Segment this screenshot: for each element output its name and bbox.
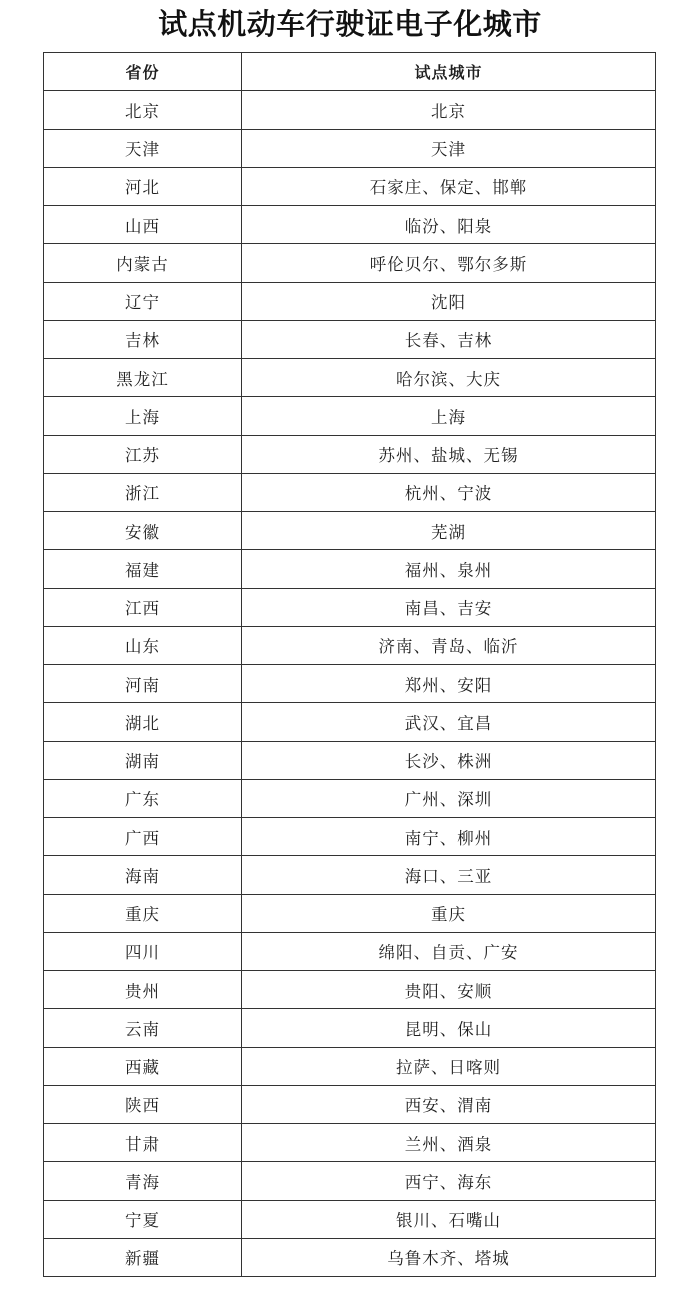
table-row: [44, 473, 656, 511]
province-cell: 宁夏: [44, 1200, 242, 1238]
cities-cell: 苏州、盐城、无锡: [242, 435, 656, 473]
cities-cell: 呼伦贝尔、鄂尔多斯: [242, 244, 656, 282]
table-row: [44, 588, 656, 626]
table-row: [44, 1200, 656, 1238]
province-cell: 辽宁: [44, 282, 242, 320]
cities-cell: 北京: [242, 91, 656, 129]
cities-cell: 石家庄、保定、邯郸: [242, 167, 656, 205]
cities-cell: 拉萨、日喀则: [242, 1047, 656, 1085]
province-cell: 广西: [44, 818, 242, 856]
province-cell: 湖北: [44, 703, 242, 741]
province-cell: 安徽: [44, 512, 242, 550]
cities-cell: 济南、青岛、临沂: [242, 626, 656, 664]
province-cell: 北京: [44, 91, 242, 129]
cities-cell: 西安、渭南: [242, 1085, 656, 1123]
province-cell: 上海: [44, 397, 242, 435]
cities-cell: 福州、泉州: [242, 550, 656, 588]
table-row: [44, 167, 656, 205]
table-row: [44, 244, 656, 282]
cities-cell: 杭州、宁波: [242, 473, 656, 511]
province-cell: 吉林: [44, 320, 242, 358]
province-cell: 重庆: [44, 894, 242, 932]
table-row: [44, 971, 656, 1009]
province-cell: 四川: [44, 932, 242, 970]
table-row: [44, 779, 656, 817]
table-row: [44, 665, 656, 703]
cities-cell: 乌鲁木齐、塔城: [242, 1238, 656, 1276]
table-row: [44, 703, 656, 741]
table-row: [44, 206, 656, 244]
province-cell: 山西: [44, 206, 242, 244]
table-row: [44, 932, 656, 970]
province-cell: 福建: [44, 550, 242, 588]
cities-cell: 广州、深圳: [242, 779, 656, 817]
column-header-cities: 试点城市: [242, 53, 656, 91]
cities-cell: 贵阳、安顺: [242, 971, 656, 1009]
cities-cell: 绵阳、自贡、广安: [242, 932, 656, 970]
table-row: [44, 1162, 656, 1200]
table-row: [44, 320, 656, 358]
table-header-row: [44, 53, 656, 91]
province-cell: 浙江: [44, 473, 242, 511]
cities-cell: 长沙、株洲: [242, 741, 656, 779]
table-row: [44, 894, 656, 932]
cities-cell: 芜湖: [242, 512, 656, 550]
cities-cell: 兰州、酒泉: [242, 1124, 656, 1162]
table-row: [44, 1047, 656, 1085]
province-cell: 黑龙江: [44, 359, 242, 397]
province-cell: 云南: [44, 1009, 242, 1047]
table-header: [44, 53, 656, 91]
cities-cell: 上海: [242, 397, 656, 435]
table-row: [44, 741, 656, 779]
table-body: [44, 91, 656, 1277]
table-row: [44, 397, 656, 435]
cities-cell: 武汉、宜昌: [242, 703, 656, 741]
province-cell: 海南: [44, 856, 242, 894]
table-row: [44, 818, 656, 856]
table-row: [44, 626, 656, 664]
cities-cell: 哈尔滨、大庆: [242, 359, 656, 397]
cities-cell: 沈阳: [242, 282, 656, 320]
table-row: [44, 512, 656, 550]
province-cell: 新疆: [44, 1238, 242, 1276]
cities-cell: 重庆: [242, 894, 656, 932]
province-cell: 广东: [44, 779, 242, 817]
province-cell: 山东: [44, 626, 242, 664]
table-row: [44, 435, 656, 473]
province-cell: 陕西: [44, 1085, 242, 1123]
cities-cell: 临汾、阳泉: [242, 206, 656, 244]
cities-cell: 银川、石嘴山: [242, 1200, 656, 1238]
province-cell: 河南: [44, 665, 242, 703]
table-row: [44, 1085, 656, 1123]
province-cell: 江苏: [44, 435, 242, 473]
province-cell: 甘肃: [44, 1124, 242, 1162]
cities-cell: 昆明、保山: [242, 1009, 656, 1047]
cities-cell: 长春、吉林: [242, 320, 656, 358]
table-row: [44, 856, 656, 894]
province-cell: 青海: [44, 1162, 242, 1200]
cities-cell: 南昌、吉安: [242, 588, 656, 626]
province-cell: 天津: [44, 129, 242, 167]
table-row: [44, 91, 656, 129]
province-cell: 西藏: [44, 1047, 242, 1085]
province-cell: 江西: [44, 588, 242, 626]
province-cell: 河北: [44, 167, 242, 205]
table-row: [44, 1238, 656, 1276]
province-cell: 湖南: [44, 741, 242, 779]
province-cell: 内蒙古: [44, 244, 242, 282]
province-cell: 贵州: [44, 971, 242, 1009]
cities-cell: 天津: [242, 129, 656, 167]
table-row: [44, 359, 656, 397]
cities-cell: 西宁、海东: [242, 1162, 656, 1200]
cities-cell: 南宁、柳州: [242, 818, 656, 856]
cities-cell: 海口、三亚: [242, 856, 656, 894]
column-header-province: 省份: [44, 53, 242, 91]
pilot-cities-table: [43, 52, 656, 1277]
table-row: [44, 129, 656, 167]
page-title: 试点机动车行驶证电子化城市: [158, 7, 542, 41]
cities-cell: 郑州、安阳: [242, 665, 656, 703]
table-row: [44, 282, 656, 320]
table-row: [44, 1124, 656, 1162]
table-row: [44, 550, 656, 588]
table-row: [44, 1009, 656, 1047]
